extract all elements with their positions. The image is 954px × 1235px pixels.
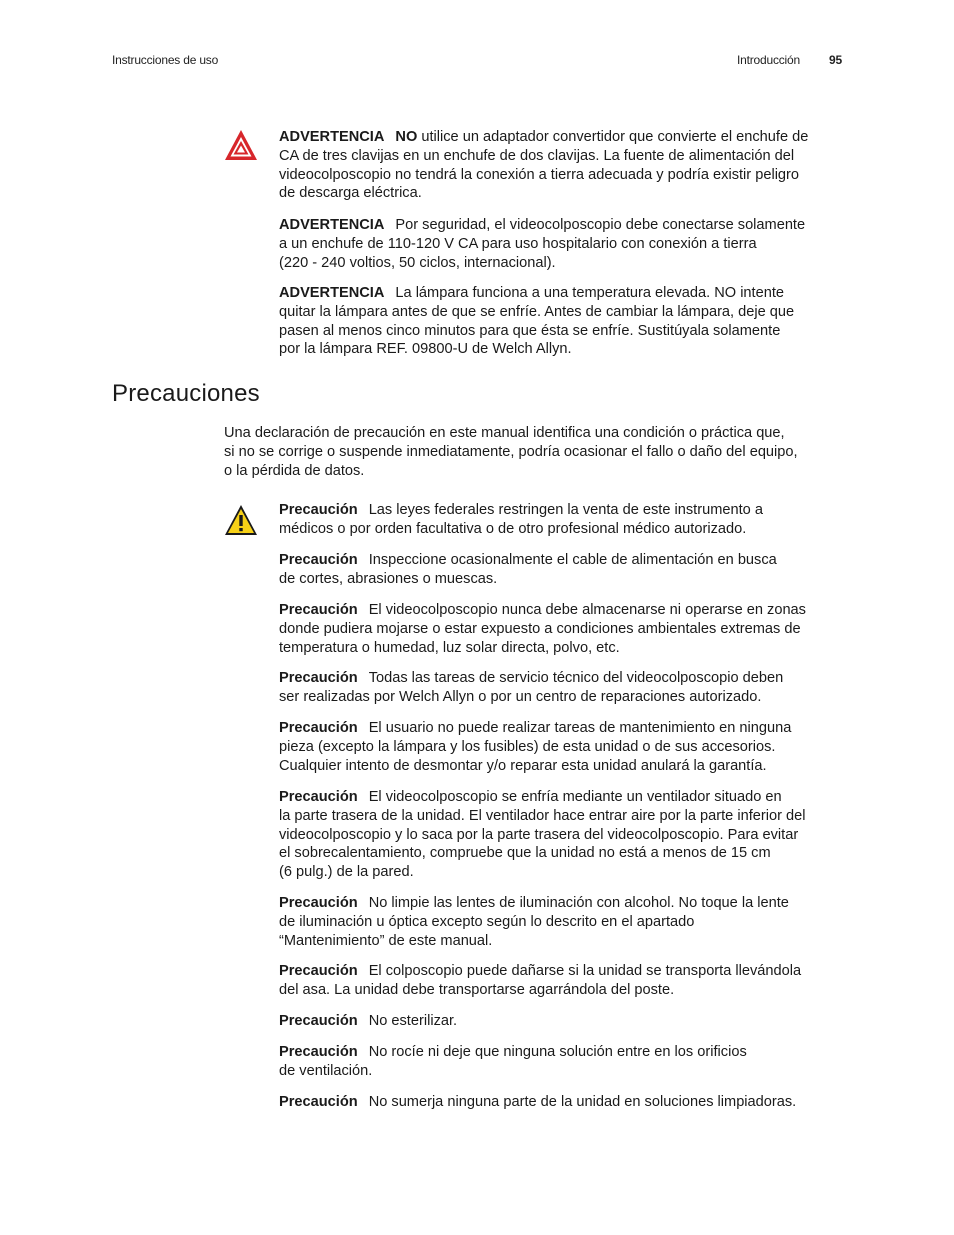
caution-text-line: No sumerja ninguna parte de la unidad en soluciones limpiadoras.: [368, 1094, 797, 1110]
caution-notice: [279, 719, 845, 775]
warning-label: ADVERTENCIA: [279, 217, 385, 233]
caution-text-line: No limpie las lentes de iluminación con alcohol. No toque la lente: [368, 895, 789, 911]
section-title: Precauciones: [112, 380, 260, 407]
caution-text-line: de iluminación u óptica excepto según lo descrito en el apartado: [279, 913, 695, 930]
warning-label: ADVERTENCIA: [279, 129, 385, 145]
caution-label: Precaución: [279, 1094, 358, 1110]
caution-exclamation-triangle-icon: [224, 503, 258, 537]
intro-line: Una declaración de precaución en este manual identifica una condición o práctica que,: [224, 425, 785, 441]
caution-notice: [279, 962, 845, 1000]
caution-text-line: donde pudiera mojarse o estar expuesto a condiciones ambientales extremas de: [279, 620, 801, 637]
running-header-section: Introducción: [737, 53, 800, 67]
caution-text-line: del asa. La unidad debe transportarse agarrándola del poste.: [279, 981, 675, 998]
caution-text-line: El colposcopio puede dañarse si la unidad se transporta llevándola: [368, 963, 802, 979]
intro-line: si no se corrige o suspende inmediatamente, podría ocasionar el fallo o daño del equipo,: [224, 443, 798, 460]
caution-text-line: de ventilación.: [279, 1062, 373, 1079]
caution-text-line: de cortes, abrasiones o muescas.: [279, 570, 498, 587]
caution-notice: [279, 1012, 845, 1031]
caution-notice: [279, 601, 845, 657]
warning-text-line: videocolposcopio no tendrá la conexión a tierra adecuada y podría existir peligro: [279, 166, 800, 183]
caution-notice: [279, 551, 845, 589]
caution-text-line: Inspeccione ocasionalmente el cable de alimentación en busca: [368, 552, 777, 568]
caution-label: Precaución: [279, 502, 358, 518]
running-header-title: Instrucciones de uso: [112, 53, 219, 67]
caution-text-line: ser realizadas por Welch Allyn o por un centro de reparaciones autorizado.: [279, 688, 762, 705]
caution-notice: [279, 669, 845, 707]
caution-text-line: videocolposcopio y lo saca por la parte trasera del videocolposcopio. Para evitar: [279, 826, 799, 843]
caution-label: Precaución: [279, 1044, 358, 1060]
caution-notice: [279, 788, 845, 882]
page-number: 95: [829, 53, 842, 67]
caution-text-line: (6 pulg.) de la pared.: [279, 864, 414, 881]
caution-label: Precaución: [279, 552, 358, 568]
caution-label: Precaución: [279, 963, 358, 979]
caution-text-line: Cualquier intento de desmontar y/o reparar esta unidad anulará la garantía.: [279, 757, 767, 774]
caution-notice: [279, 1093, 845, 1112]
caution-label: Precaución: [279, 789, 358, 805]
caution-text-line: No esterilizar.: [368, 1013, 458, 1029]
warning-text-line: pasen al menos cinco minutos para que ésta se enfríe. Sustitúyala solamente: [279, 322, 781, 339]
warning-text-line: por la lámpara REF. 09800-U de Welch Allyn.: [279, 341, 572, 358]
caution-text-line: “Mantenimiento” de este manual.: [279, 932, 493, 949]
caution-text-line: el sobrecalentamiento, compruebe que la unidad no está a menos de 15 cm: [279, 845, 771, 862]
caution-text-line: médicos o por orden facultativa o de otro profesional médico autorizado.: [279, 520, 747, 537]
warning-notice: [279, 216, 845, 272]
caution-label: Precaución: [279, 895, 358, 911]
caution-text-line: El videocolposcopio nunca debe almacenarse ni operarse en zonas: [368, 602, 806, 618]
caution-text-line: El usuario no puede realizar tareas de mantenimiento en ninguna: [368, 720, 792, 736]
warning-text-line: Por seguridad, el videocolposcopio debe conectarse solamente: [395, 217, 806, 233]
warning-text-line: utilice un adaptador convertidor que convierte el enchufe de: [421, 129, 809, 145]
caution-label: Precaución: [279, 602, 358, 618]
intro-paragraph: [224, 424, 844, 480]
caution-label: Precaución: [279, 720, 358, 736]
warning-text-line: CA de tres clavijas en un enchufe de dos clavijas. La fuente de alimentación del: [279, 147, 795, 164]
warning-text-line: La lámpara funciona a una temperatura elevada. NO intente: [395, 285, 785, 301]
caution-notice: [279, 1043, 845, 1081]
caution-label: Precaución: [279, 670, 358, 686]
electrical-hazard-triangle-icon: [224, 128, 258, 162]
warning-text-line: (220 - 240 voltios, 50 ciclos, internacional).: [279, 254, 556, 271]
caution-text-line: No rocíe ni deje que ninguna solución entre en los orificios: [368, 1044, 747, 1060]
intro-line: o la pérdida de datos.: [224, 462, 365, 479]
warning-text-line: de descarga eléctrica.: [279, 185, 422, 202]
warning-label: ADVERTENCIA: [279, 285, 385, 301]
warning-text-line: a un enchufe de 110-120 V CA para uso hospitalario con conexión a tierra: [279, 235, 757, 252]
warning-emphasis: NO: [395, 129, 418, 145]
warning-notice: [279, 284, 845, 359]
caution-text-line: pieza (excepto la lámpara y los fusibles) de esta unidad o de sus accesorios.: [279, 738, 776, 755]
caution-text-line: Todas las tareas de servicio técnico del videocolposcopio deben: [368, 670, 784, 686]
caution-notice: [279, 501, 845, 539]
warning-notice: [279, 128, 845, 203]
caution-notice: [279, 894, 845, 950]
caution-text-line: temperatura o humedad, luz solar directa, polvo, etc.: [279, 639, 620, 656]
caution-label: Precaución: [279, 1013, 358, 1029]
caution-text-line: El videocolposcopio se enfría mediante un ventilador situado en: [368, 789, 782, 805]
warning-text-line: quitar la lámpara antes de que se enfríe. Antes de cambiar la lámpara, deje que: [279, 303, 795, 320]
caution-text-line: la parte trasera de la unidad. El ventilador hace entrar aire por la parte inferior del: [279, 807, 806, 824]
caution-text-line: Las leyes federales restringen la venta de este instrumento a: [368, 502, 763, 518]
